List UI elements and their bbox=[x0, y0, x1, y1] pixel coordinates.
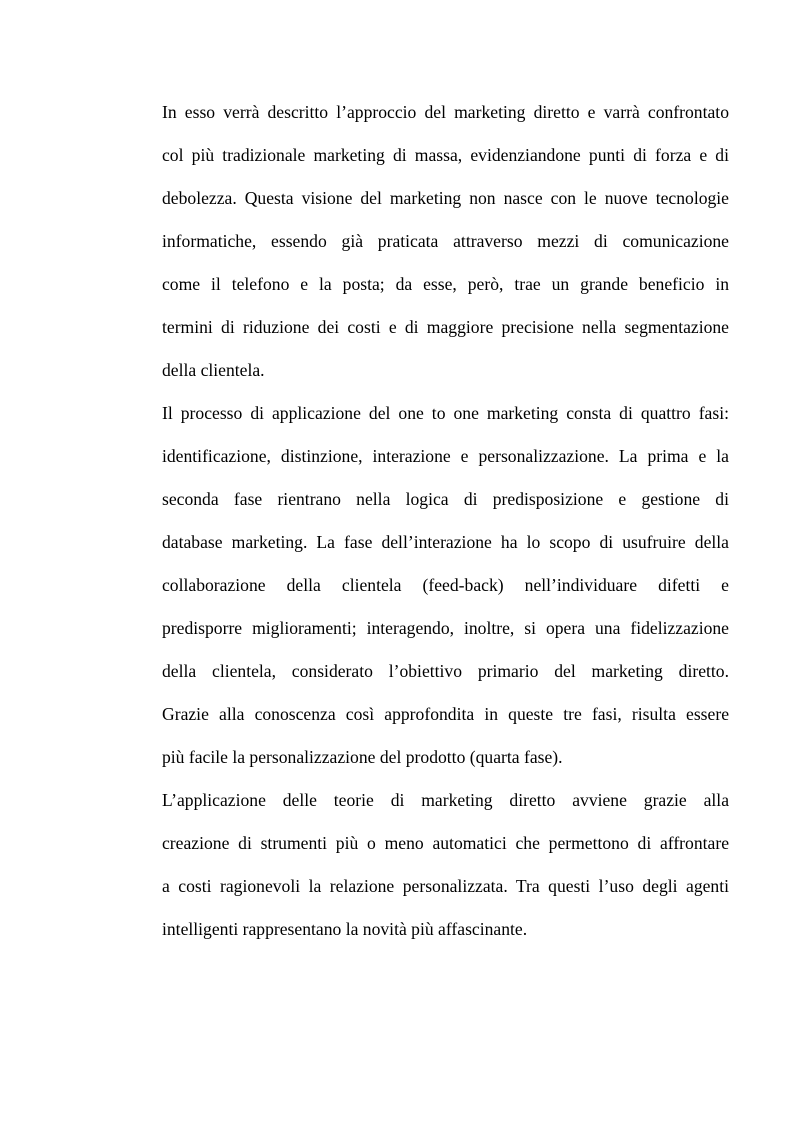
text-line: L’applicazione delle teorie di marketing diretto avviene grazie alla bbox=[162, 790, 729, 810]
text-line: a costi ragionevoli la relazione personalizzata. Tra questi l’uso degli agenti bbox=[162, 876, 729, 896]
paragraph-2 bbox=[162, 392, 729, 779]
text-line: database marketing. La fase dell’interazione ha lo scopo di usufruire della bbox=[162, 532, 729, 552]
text-line: seconda fase rientrano nella logica di predisposizione e gestione di bbox=[162, 489, 729, 509]
text-line: della clientela, considerato l’obiettivo primario del marketing diretto. bbox=[162, 661, 729, 681]
body-text bbox=[162, 91, 729, 951]
text-line: creazione di strumenti più o meno automatici che permettono di affrontare bbox=[162, 833, 729, 853]
paragraph-1 bbox=[162, 91, 729, 392]
text-line: predisporre miglioramenti; interagendo, inoltre, si opera una fidelizzazione bbox=[162, 618, 729, 638]
text-line: identificazione, distinzione, interazione e personalizzazione. La prima e la bbox=[162, 446, 729, 466]
text-line: come il telefono e la posta; da esse, però, trae un grande beneficio in bbox=[162, 274, 729, 294]
text-line: termini di riduzione dei costi e di maggiore precisione nella segmentazione bbox=[162, 317, 729, 337]
text-line: debolezza. Questa visione del marketing non nasce con le nuove tecnologie bbox=[162, 188, 729, 208]
text-line: più facile la personalizzazione del prodotto (quarta fase). bbox=[162, 747, 563, 767]
text-line: intelligenti rappresentano la novità più affascinante. bbox=[162, 919, 528, 939]
text-line: informatiche, essendo già praticata attraverso mezzi di comunicazione bbox=[162, 231, 729, 251]
text-line: Grazie alla conoscenza così approfondita in queste tre fasi, risulta essere bbox=[162, 704, 729, 724]
text-line: col più tradizionale marketing di massa, evidenziandone punti di forza e di bbox=[162, 145, 729, 165]
paragraph-3 bbox=[162, 779, 729, 951]
text-line: Il processo di applicazione del one to one marketing consta di quattro fasi: bbox=[162, 403, 729, 423]
text-line: della clientela. bbox=[162, 360, 265, 380]
text-line: collaborazione della clientela (feed-back) nell’individuare difetti e bbox=[162, 575, 729, 595]
text-line: In esso verrà descritto l’approccio del marketing diretto e varrà confrontato bbox=[162, 102, 729, 122]
